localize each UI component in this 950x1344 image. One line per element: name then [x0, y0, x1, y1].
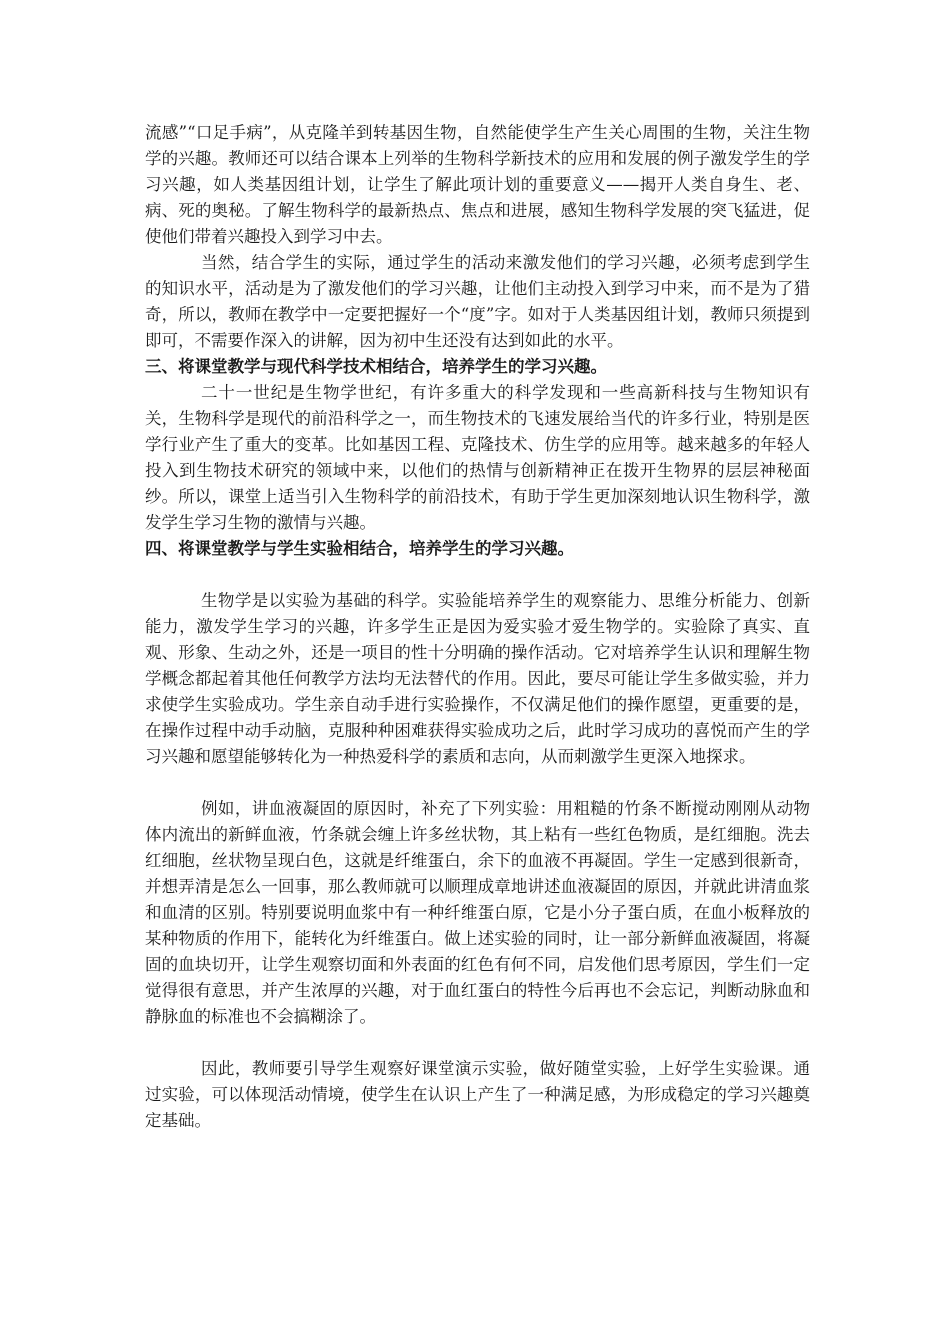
paragraph-intro-continued: 流感”“口足手病”，从克隆羊到转基因生物，自然能使学生产生关心周围的生物，关注生物学的兴趣。教师还可以结合课本上列举的生物科学新技术的应用和发展的例子激发学生的学习兴趣，如人类基因组计划，让学生了解此项计划的重要意义——揭开人类自身生、老、病、死的奥秘。了解生物科学的最新热点、焦点和进展，感知生物科学发展的突飞猛进，促使他们带着兴趣投入到学习中去。 — [145, 123, 810, 246]
paragraph-experiments: 生物学是以实验为基础的科学。实验能培养学生的观察能力、思维分析能力、创新能力，激发学生学习的兴趣，许多学生正是因为爱实验才爱生物学的。实验除了真实、直观、形象、生动之外，还是一项目的性十分明确的操作活动。它对培养学生认识和理解生物学概念都起着其他任何教学方法均无法替代的作用。因此，要尽可能让学生多做实验，并力求使学生实验成功。学生亲自动手进行实验操作，不仅满足他们的操作愿望，更重要的是，在操作过程中动手动脑，克服种种困难获得实验成功之后，此时学习成功的喜悦而产生的学习兴趣和愿望能够转化为一种热爱科学的素质和志向，从而刺激学生更深入地探求。 — [145, 591, 810, 766]
paragraph-student-level: 当然，结合学生的实际，通过学生的活动来激发他们的学习兴趣，必须考虑到学生的知识水平，活动是为了激发他们的学习兴趣，让他们主动投入到学习中来，而不是为了猎奇，所以，教师在教学中一定要把握好一个“度”字。如对于人类基因组计划，教师只须提到即可，不需要作深入的讲解，因为初中生还没有达到如此的水平。 — [145, 253, 810, 350]
document-page — [145, 120, 810, 1134]
paragraph-conclusion: 因此，教师要引导学生观察好课堂演示实验，做好随堂实验，上好学生实验课。通过实验，可以体现活动情境，使学生在认识上产生了一种满足感，为形成稳定的学习兴趣奠定基础。 — [145, 1059, 810, 1130]
section-heading-4: 四、将课堂教学与学生实验相结合，培养学生的学习兴趣。 — [145, 539, 574, 558]
section-heading-3: 三、将课堂教学与现代科学技术相结合，培养学生的学习兴趣。 — [145, 357, 607, 376]
paragraph-blood-example: 例如，讲血液凝固的原因时，补充了下列实验：用粗糙的竹条不断搅动刚刚从动物体内流出的新鲜血液，竹条就会缠上许多丝状物，其上粘有一些红色物质，是红细胞。洗去红细胞，丝状物呈现白色，这就是纤维蛋白，余下的血液不再凝固。学生一定感到很新奇，并想弄清是怎么一回事，那么教师就可以顺理成章地讲述血液凝固的原因，并就此讲清血浆和血清的区别。特别要说明血浆中有一种纤维蛋白原，它是小分子蛋白质，在血小板释放的某种物质的作用下，能转化为纤维蛋白。做上述实验的同时，让一部分新鲜血液凝固，将凝固的血块切开，让学生观察切面和外表面的红色有何不同，启发他们思考原因，学生们一定觉得很有意思，并产生浓厚的兴趣，对于血红蛋白的特性今后再也不会忘记，判断动脉血和静脉血的标准也不会搞糊涂了。 — [145, 799, 810, 1026]
paragraph-modern-tech: 二十一世纪是生物学世纪，有许多重大的科学发现和一些高新科技与生物知识有关，生物科学是现代的前沿科学之一，而生物技术的飞速发展给当代的许多行业，特别是医学行业产生了重大的变革。比如基因工程、克隆技术、仿生学的应用等。越来越多的年轻人投入到生物技术研究的领域中来，以他们的热情与创新精神正在拨开生物界的层层神秘面纱。所以，课堂上适当引入生物科学的前沿技术，有助于学生更加深刻地认识生物科学，激发学生学习生物的激情与兴趣。 — [145, 383, 810, 532]
